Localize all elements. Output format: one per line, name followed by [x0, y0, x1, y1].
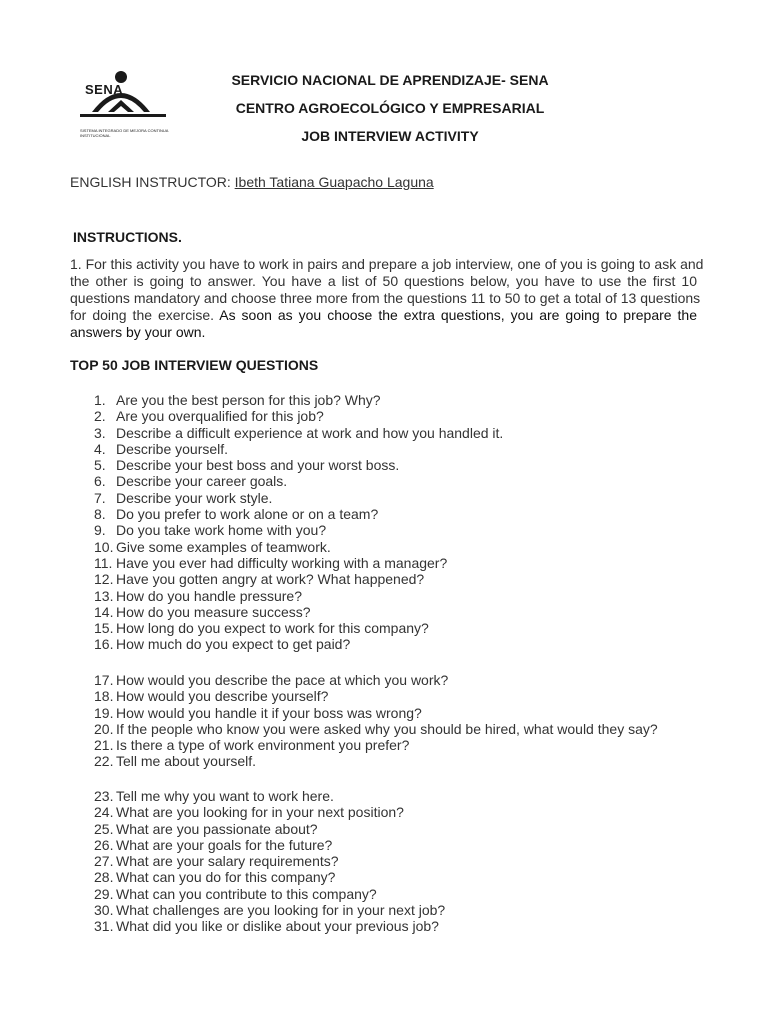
logo-text: SENA: [85, 82, 124, 97]
question-text: How do you measure success?: [116, 603, 311, 620]
instructor-name: Ibeth Tatiana Guapacho Laguna: [234, 174, 434, 190]
question-number: 27.: [94, 853, 114, 870]
question-number: 17.: [94, 672, 114, 688]
question-item: [94, 837, 445, 853]
question-text: Have you ever had difficulty working with a manager?: [116, 554, 448, 571]
question-number: 19.: [94, 704, 114, 721]
question-text: Are you the best person for this job? Why?: [116, 392, 381, 408]
question-item: [94, 539, 503, 555]
question-number: 30.: [94, 902, 114, 919]
instructions-line: [70, 307, 697, 324]
instructions-fragment: for doing the exercise.: [70, 307, 215, 323]
question-number: 23.: [94, 788, 114, 804]
question-item: [94, 804, 445, 820]
question-text: Is there a type of work environment you prefer?: [116, 737, 410, 754]
question-text: What are you passionate about?: [116, 820, 318, 837]
question-item: [94, 788, 445, 804]
question-text: Describe your career goals.: [116, 473, 288, 490]
question-item: [94, 705, 658, 721]
question-number: 7.: [94, 489, 106, 506]
question-item: [94, 620, 503, 636]
question-number: 5.: [94, 457, 106, 474]
question-number: 13.: [94, 587, 114, 604]
question-item: [94, 737, 658, 753]
question-item: [94, 869, 445, 885]
header-line-2: CENTRO AGROECOLÓGICO Y EMPRESARIAL: [235, 100, 545, 116]
question-number: 22.: [94, 753, 114, 770]
question-text: What challenges are you looking for in your next job?: [116, 902, 446, 919]
question-list-group-3: [94, 788, 445, 935]
question-text: Tell me why you want to work here.: [116, 788, 334, 804]
question-item: [94, 721, 658, 737]
question-text: What are your goals for the future?: [116, 836, 333, 853]
question-item: [94, 392, 503, 408]
questions-title: TOP 50 JOB INTERVIEW QUESTIONS: [70, 357, 319, 373]
question-item: [94, 636, 503, 652]
question-item: [94, 821, 445, 837]
question-text: What can you contribute to this company?: [116, 885, 377, 902]
question-item: [94, 457, 503, 473]
question-text: Give some examples of teamwork.: [116, 538, 331, 555]
question-number: 15.: [94, 620, 114, 637]
question-text: How much do you expect to get paid?: [116, 636, 351, 653]
question-list-group-1: [94, 392, 503, 653]
instructor-label: ENGLISH INSTRUCTOR:: [70, 174, 231, 190]
question-number: 26.: [94, 836, 114, 853]
question-item: [94, 604, 503, 620]
question-text: Tell me about yourself.: [116, 753, 257, 770]
question-item: [94, 672, 658, 688]
question-item: [94, 555, 503, 571]
question-text: How would you describe the pace at which you work?: [116, 672, 449, 688]
question-item: [94, 688, 658, 704]
question-text: What are you looking for in your next position?: [116, 804, 404, 821]
question-number: 14.: [94, 603, 114, 620]
question-item: [94, 853, 445, 869]
instructions-line: questions mandatory and choose three more from the questions 11 to 50 to get a total of 13 questions: [70, 290, 701, 306]
instructions-line: answers by your own.: [70, 324, 206, 340]
question-number: 25.: [94, 820, 114, 837]
question-item: [94, 473, 503, 489]
question-item: [94, 588, 503, 604]
question-text: Have you gotten angry at work? What happened?: [116, 571, 425, 588]
question-text: Do you take work home with you?: [116, 522, 327, 539]
question-number: 11.: [94, 554, 113, 571]
question-text: How would you handle it if your boss was wrong?: [116, 704, 422, 721]
question-number: 2.: [94, 408, 106, 425]
question-text: What are your salary requirements?: [116, 853, 339, 870]
question-text: What did you like or dislike about your previous job?: [116, 918, 439, 935]
question-item: [94, 425, 503, 441]
question-text: How long do you expect to work for this company?: [116, 620, 429, 637]
question-item: [94, 571, 503, 587]
header-line-1: SERVICIO NACIONAL DE APRENDIZAJE- SENA: [231, 72, 549, 88]
question-text: Describe your best boss and your worst boss.: [116, 457, 400, 474]
question-number: 18.: [94, 688, 114, 705]
question-number: 31.: [94, 918, 114, 935]
question-number: 24.: [94, 804, 114, 821]
instructions-line: the other is going to answer. You have a list of 50 questions below, you have to use the first 10: [70, 273, 697, 289]
question-text: If the people who know you were asked why you should be hired, what would they say?: [116, 720, 658, 737]
question-number: 28.: [94, 869, 114, 886]
question-number: 12.: [94, 571, 114, 588]
question-text: Do you prefer to work alone or on a team?: [116, 506, 379, 523]
question-item: [94, 408, 503, 424]
question-number: 10.: [94, 538, 114, 555]
question-number: 3.: [94, 424, 106, 441]
question-item: [94, 918, 445, 934]
question-number: 9.: [94, 522, 106, 539]
question-number: 8.: [94, 506, 106, 523]
question-item: [94, 902, 445, 918]
header-line-3: JOB INTERVIEW ACTIVITY: [301, 128, 479, 144]
question-text: What can you do for this company?: [116, 869, 336, 886]
instructor-line: [70, 174, 434, 190]
question-number: 1.: [94, 392, 106, 408]
question-item: [94, 886, 445, 902]
instructions-paragraph: [70, 256, 704, 341]
question-text: Describe your work style.: [116, 489, 273, 506]
question-number: 20.: [94, 720, 114, 737]
question-number: 21.: [94, 737, 114, 754]
question-item: [94, 490, 503, 506]
question-number: 16.: [94, 636, 114, 653]
logo-subtitle: SISTEMA INTEGRADO DE MEJORA CONTINUA INSTITUCIONAL: [80, 128, 169, 138]
question-item: [94, 506, 503, 522]
question-number: 29.: [94, 885, 114, 902]
question-item: [94, 441, 503, 457]
instructions-title: INSTRUCTIONS.: [73, 229, 182, 245]
instructions-fragment-dark: As soon as you choose the extra questions, you are going to prepare the: [219, 307, 698, 323]
question-number: 4.: [94, 440, 106, 457]
question-list-group-2: [94, 672, 658, 770]
question-item: [94, 753, 658, 769]
question-text: How would you describe yourself?: [116, 688, 329, 705]
question-text: Describe yourself.: [116, 440, 229, 457]
question-number: 6.: [94, 473, 106, 490]
question-text: How do you handle pressure?: [116, 587, 303, 604]
question-item: [94, 522, 503, 538]
question-text: Describe a difficult experience at work and how you handled it.: [116, 424, 504, 441]
question-text: Are you overqualified for this job?: [116, 408, 324, 425]
instructions-line: 1. For this activity you have to work in pairs and prepare a job interview, one of you is going to ask and: [70, 256, 704, 272]
